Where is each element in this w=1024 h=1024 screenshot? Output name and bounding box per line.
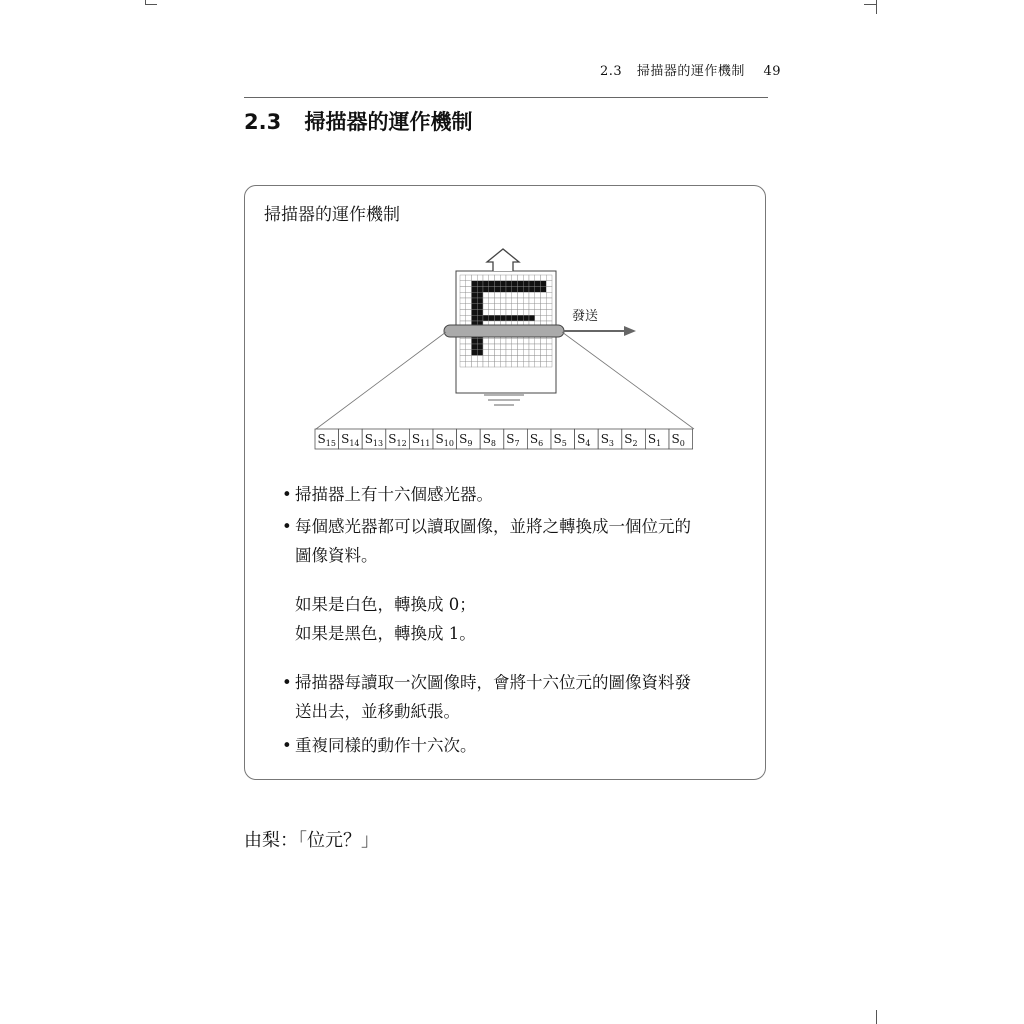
pixel-cell — [489, 304, 495, 310]
pixel-cell — [483, 356, 489, 362]
pixel-cell — [541, 310, 547, 316]
pixel-cell — [512, 275, 518, 281]
pixel-cell — [500, 292, 506, 298]
bullet-3: • 掃描器每讀取一次圖像時，會將十六位元的圖像資料發 送出去，並移動紙張。 — [282, 668, 691, 726]
sensor-cell — [669, 429, 693, 449]
projection-line-left — [316, 332, 446, 429]
pixel-cell — [523, 287, 529, 293]
pixel-cell — [472, 315, 478, 321]
running-header — [600, 60, 782, 79]
pixel-cell — [518, 304, 524, 310]
pixel-cell — [483, 310, 489, 316]
pixel-cell — [523, 304, 529, 310]
pixel-cell — [529, 310, 535, 316]
pixel-cell — [500, 350, 506, 356]
pixel-cell — [483, 315, 489, 321]
pixel-cell — [466, 275, 472, 281]
bullet-mark: • — [282, 517, 292, 536]
pixel-cell — [506, 356, 512, 362]
sensor-cell — [362, 429, 386, 449]
header-rule — [244, 97, 768, 98]
pixel-cell — [535, 275, 541, 281]
pixel-cell — [512, 281, 518, 287]
pixel-cell — [506, 275, 512, 281]
pixel-cell — [460, 361, 466, 367]
pixel-cell — [500, 281, 506, 287]
sensor-cell — [433, 429, 457, 449]
pixel-cell — [535, 315, 541, 321]
pixel-cell — [529, 350, 535, 356]
pixel-cell — [541, 344, 547, 350]
pixel-cell — [500, 315, 506, 321]
scanner-figure — [310, 240, 700, 455]
pixel-cell — [512, 298, 518, 304]
bullet-mark: • — [282, 673, 292, 692]
sensor-label: $S_{10}$ — [435, 432, 454, 448]
pixel-cell — [506, 344, 512, 350]
pixel-cell — [466, 356, 472, 362]
pixel-cell — [518, 344, 524, 350]
pixel-cell — [460, 350, 466, 356]
pixel-cell — [472, 281, 478, 287]
pixel-cell — [523, 361, 529, 367]
pixel-cell — [518, 356, 524, 362]
pixel-cell — [460, 298, 466, 304]
pixel-cell — [472, 350, 478, 356]
pixel-cell — [500, 287, 506, 293]
pixel-cell — [472, 304, 478, 310]
pixel-cell — [489, 315, 495, 321]
pixel-cell — [466, 361, 472, 367]
pixel-cell — [466, 315, 472, 321]
pixel-cell — [472, 344, 478, 350]
pixel-cell — [535, 356, 541, 362]
pixel-cell — [541, 298, 547, 304]
pixel-cell — [489, 350, 495, 356]
projection-line-right — [562, 332, 694, 429]
pixel-grid — [460, 275, 552, 367]
bullet-4: • 重複同樣的動作十六次。 — [282, 731, 477, 760]
sensor-label: $S_{15}$ — [317, 432, 336, 448]
pixel-cell — [489, 356, 495, 362]
pixel-cell — [472, 287, 478, 293]
pixel-cell — [489, 361, 495, 367]
pixel-cell — [477, 275, 483, 281]
crop-mark-top-right — [876, 0, 877, 14]
pixel-cell — [489, 281, 495, 287]
pixel-cell — [506, 310, 512, 316]
rule-black: 如果是黑色，轉換成 1。 — [295, 624, 476, 643]
pixel-cell — [460, 356, 466, 362]
running-header-section: 2.3 — [600, 64, 623, 79]
pixel-cell — [500, 275, 506, 281]
pixel-cell — [523, 310, 529, 316]
pixel-cell — [472, 338, 478, 344]
pixel-cell — [518, 338, 524, 344]
pixel-cell — [535, 287, 541, 293]
crop-mark-top-left-h — [145, 4, 157, 5]
pixel-cell — [518, 287, 524, 293]
pixel-cell — [500, 310, 506, 316]
pixel-cell — [460, 344, 466, 350]
section-title: 掃描器的運作機制 — [304, 110, 473, 134]
pixel-cell — [495, 350, 501, 356]
rule-white: 如果是白色，轉換成 0； — [295, 595, 476, 614]
paper-feed-arrow — [487, 249, 519, 271]
box-title: 掃描器的運作機制 — [264, 205, 400, 225]
pixel-cell — [546, 350, 552, 356]
pixel-cell — [541, 338, 547, 344]
pixel-cell — [466, 310, 472, 316]
pixel-cell — [489, 338, 495, 344]
pixel-cell — [483, 350, 489, 356]
pixel-cell — [541, 275, 547, 281]
pixel-cell — [477, 310, 483, 316]
pixel-cell — [483, 281, 489, 287]
pixel-cell — [541, 281, 547, 287]
pixel-cell — [523, 350, 529, 356]
pixel-cell — [495, 275, 501, 281]
sensor-label: $S_0$ — [671, 432, 685, 448]
pixel-cell — [495, 298, 501, 304]
pixel-cell — [529, 298, 535, 304]
section-heading — [244, 106, 473, 136]
pixel-cell — [495, 344, 501, 350]
pixel-cell — [546, 356, 552, 362]
pixel-cell — [500, 344, 506, 350]
pixel-cell — [535, 292, 541, 298]
pixel-cell — [529, 275, 535, 281]
pixel-cell — [472, 356, 478, 362]
pixel-cell — [472, 298, 478, 304]
pixel-cell — [512, 315, 518, 321]
pixel-cell — [500, 304, 506, 310]
pixel-cell — [477, 356, 483, 362]
sensor-cell — [315, 429, 339, 449]
pixel-cell — [529, 361, 535, 367]
pixel-cell — [535, 361, 541, 367]
pixel-cell — [500, 356, 506, 362]
sensor-cell — [339, 429, 363, 449]
pixel-cell — [483, 275, 489, 281]
pixel-cell — [489, 292, 495, 298]
pixel-cell — [483, 344, 489, 350]
pixel-cell — [466, 350, 472, 356]
sensor-cell — [457, 429, 481, 449]
pixel-cell — [483, 304, 489, 310]
pixel-cell — [523, 292, 529, 298]
pixel-cell — [512, 361, 518, 367]
sensor-row — [315, 429, 693, 449]
pixel-cell — [529, 292, 535, 298]
sensor-cell — [622, 429, 646, 449]
sensor-cell — [551, 429, 575, 449]
pixel-cell — [477, 292, 483, 298]
pixel-cell — [512, 292, 518, 298]
pixel-cell — [518, 315, 524, 321]
pixel-cell — [518, 298, 524, 304]
pixel-cell — [523, 281, 529, 287]
pixel-cell — [483, 298, 489, 304]
pixel-cell — [546, 287, 552, 293]
sensor-label: $S_8$ — [482, 432, 497, 448]
bullet-mark: • — [282, 485, 292, 504]
pixel-cell — [518, 292, 524, 298]
pixel-cell — [506, 298, 512, 304]
pixel-cell — [495, 292, 501, 298]
sensor-label: $S_{11}$ — [411, 432, 431, 448]
pixel-cell — [546, 344, 552, 350]
pixel-cell — [506, 361, 512, 367]
pixel-cell — [546, 361, 552, 367]
pixel-cell — [472, 310, 478, 316]
pixel-cell — [512, 310, 518, 316]
pixel-cell — [546, 310, 552, 316]
pixel-cell — [546, 315, 552, 321]
pixel-cell — [466, 338, 472, 344]
pixel-cell — [518, 281, 524, 287]
pixel-cell — [477, 287, 483, 293]
pixel-cell — [477, 298, 483, 304]
pixel-cell — [541, 315, 547, 321]
pixel-cell — [495, 356, 501, 362]
pixel-cell — [500, 361, 506, 367]
pixel-cell — [518, 275, 524, 281]
scanner-bar — [444, 325, 564, 337]
crop-mark-bottom-right — [876, 1010, 877, 1024]
pixel-cell — [535, 350, 541, 356]
pixel-cell — [546, 292, 552, 298]
pixel-cell — [523, 275, 529, 281]
pixel-cell — [466, 281, 472, 287]
sensor-label: $S_{12}$ — [388, 432, 407, 448]
sensor-cell — [575, 429, 599, 449]
pixel-cell — [460, 310, 466, 316]
pixel-cell — [466, 292, 472, 298]
pixel-cell — [466, 344, 472, 350]
pixel-cell — [483, 287, 489, 293]
pixel-cell — [495, 281, 501, 287]
pixel-cell — [506, 292, 512, 298]
pixel-cell — [529, 287, 535, 293]
sensor-label: $S_6$ — [529, 432, 544, 448]
pixel-cell — [529, 356, 535, 362]
pixel-cell — [477, 338, 483, 344]
page-number: 49 — [763, 64, 782, 79]
pixel-cell — [546, 281, 552, 287]
color-rules — [282, 590, 476, 648]
pixel-cell — [477, 281, 483, 287]
pixel-cell — [460, 287, 466, 293]
pixel-cell — [466, 287, 472, 293]
pixel-cell — [546, 298, 552, 304]
bullet-2: • 每個感光器都可以讀取圖像，並將之轉換成一個位元的 圖像資料。 — [282, 512, 691, 570]
pixel-cell — [541, 304, 547, 310]
pixel-cell — [535, 298, 541, 304]
pixel-cell — [506, 287, 512, 293]
pixel-cell — [523, 356, 529, 362]
pixel-cell — [477, 304, 483, 310]
pixel-cell — [472, 275, 478, 281]
pixel-cell — [512, 304, 518, 310]
pixel-cell — [529, 344, 535, 350]
pixel-cell — [495, 361, 501, 367]
pixel-cell — [546, 275, 552, 281]
pixel-cell — [541, 350, 547, 356]
pixel-cell — [489, 344, 495, 350]
pixel-cell — [512, 356, 518, 362]
pixel-cell — [477, 315, 483, 321]
pixel-cell — [460, 281, 466, 287]
pixel-cell — [483, 338, 489, 344]
pixel-cell — [529, 304, 535, 310]
pixel-cell — [495, 304, 501, 310]
pixel-cell — [512, 350, 518, 356]
pixel-cell — [477, 344, 483, 350]
pixel-cell — [523, 344, 529, 350]
sensor-cell — [645, 429, 669, 449]
pixel-cell — [460, 304, 466, 310]
pixel-cell — [535, 310, 541, 316]
pixel-cell — [477, 361, 483, 367]
pixel-cell — [489, 298, 495, 304]
pixel-cell — [506, 315, 512, 321]
pixel-cell — [460, 338, 466, 344]
pixel-cell — [460, 292, 466, 298]
pixel-cell — [546, 304, 552, 310]
bullet-mark: • — [282, 736, 292, 755]
pixel-cell — [472, 292, 478, 298]
pixel-cell — [518, 361, 524, 367]
pixel-cell — [523, 315, 529, 321]
pixel-cell — [523, 298, 529, 304]
pixel-cell — [500, 338, 506, 344]
pixel-cell — [535, 338, 541, 344]
pixel-cell — [506, 338, 512, 344]
section-number: 2.3 — [244, 110, 282, 134]
dialogue-line: 由梨：「位元？」 — [244, 830, 379, 851]
pixel-cell — [483, 292, 489, 298]
pixel-cell — [541, 292, 547, 298]
pixel-cell — [506, 281, 512, 287]
pixel-cell — [495, 310, 501, 316]
pixel-cell — [489, 310, 495, 316]
pixel-cell — [512, 287, 518, 293]
pixel-cell — [495, 287, 501, 293]
pixel-cell — [546, 338, 552, 344]
sensor-cell — [527, 429, 551, 449]
pixel-cell — [506, 350, 512, 356]
pixel-cell — [535, 344, 541, 350]
pixel-cell — [495, 315, 501, 321]
pixel-cell — [466, 298, 472, 304]
sensor-label: $S_9$ — [459, 432, 473, 448]
sensor-label: $S_7$ — [506, 432, 520, 448]
pixel-cell — [506, 304, 512, 310]
sensor-label: $S_2$ — [624, 432, 638, 448]
pixel-cell — [489, 287, 495, 293]
pixel-cell — [512, 344, 518, 350]
pixel-cell — [535, 281, 541, 287]
sensor-label: $S_4$ — [577, 432, 591, 448]
pixel-cell — [541, 361, 547, 367]
pixel-cell — [529, 315, 535, 321]
pixel-cell — [518, 310, 524, 316]
pixel-cell — [512, 338, 518, 344]
pixel-cell — [495, 338, 501, 344]
sensor-cell — [409, 429, 433, 449]
pixel-cell — [541, 287, 547, 293]
sensor-cell — [598, 429, 622, 449]
pixel-cell — [529, 281, 535, 287]
sensor-label: $S_5$ — [553, 432, 567, 448]
pixel-cell — [535, 304, 541, 310]
pixel-cell — [489, 275, 495, 281]
pixel-cell — [472, 361, 478, 367]
pixel-cell — [483, 361, 489, 367]
sensor-label: $S_{13}$ — [364, 432, 384, 448]
running-header-title: 掃描器的運作機制 — [636, 64, 745, 79]
pixel-cell — [460, 315, 466, 321]
sensor-label: $S_1$ — [647, 432, 662, 448]
send-arrow-head — [624, 326, 636, 336]
pixel-cell — [466, 304, 472, 310]
pixel-cell — [500, 298, 506, 304]
sensor-cell — [386, 429, 410, 449]
pixel-cell — [460, 275, 466, 281]
sensor-cell — [504, 429, 528, 449]
crop-mark-top-right-h — [864, 4, 876, 5]
bullet-1: • 掃描器上有十六個感光器。 — [282, 480, 493, 509]
pixel-cell — [541, 356, 547, 362]
pixel-cell — [529, 338, 535, 344]
sensor-label: $S_{14}$ — [341, 432, 360, 448]
pixel-cell — [518, 350, 524, 356]
send-label: 發送 — [572, 309, 599, 324]
pixel-cell — [477, 350, 483, 356]
sensor-cell — [480, 429, 504, 449]
pixel-cell — [523, 338, 529, 344]
sensor-label: $S_3$ — [600, 432, 615, 448]
